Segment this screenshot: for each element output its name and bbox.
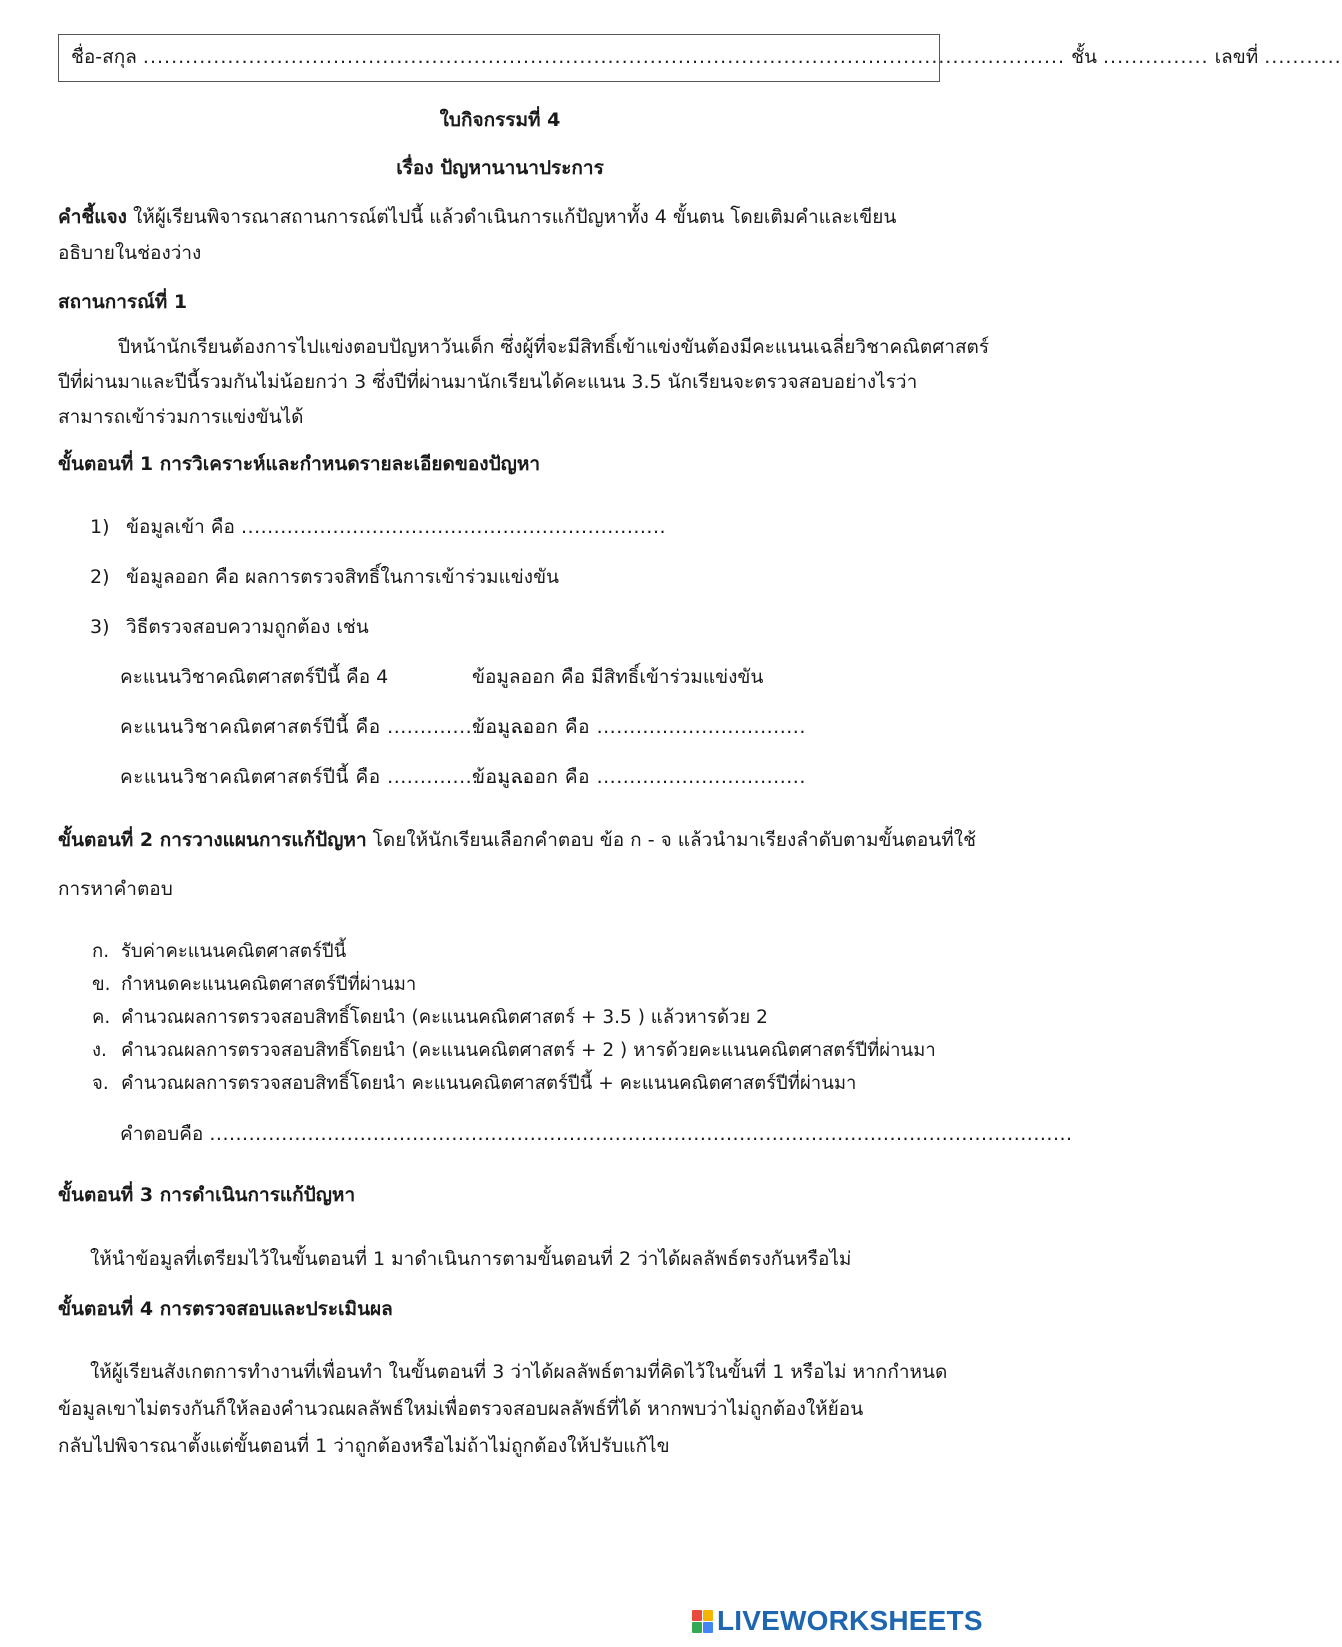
choice-item xyxy=(92,1072,856,1097)
liveworksheets-logo-icon xyxy=(692,1610,713,1633)
step2-heading: ขั้นตอนที่ 2 การวางแผนการแก้ปัญหา xyxy=(58,829,367,851)
step4-heading: ขั้นตอนที่ 4 การตรวจสอบและประเมินผล xyxy=(58,1298,393,1320)
step1-item-2 xyxy=(90,565,559,591)
item-number: 3) xyxy=(90,616,110,638)
step1-heading: ขั้นตอนที่ 1 การวิเคราะห์และกำหนดรายละเอียดของปัญหา xyxy=(58,453,541,475)
choice-text: กำหนดคะแนนคณิตศาสตร์ปีที่ผ่านมา xyxy=(121,974,417,995)
situation-heading: สถานการณ์ที่ 1 xyxy=(58,291,188,313)
class-blank[interactable]: ............... xyxy=(1102,46,1209,69)
situation-line2: ปีที่ผ่านมาและปีนี้รวมกันไม่น้อยกว่า 3 ซึ่งปีที่ผ่านมานักเรียนได้คะแนน 3.5 นักเรียนจะตรวจสอบอย่างไรว่า xyxy=(58,371,918,393)
name-label: ชื่อ-สกุล xyxy=(71,46,137,69)
step1-item-3 xyxy=(90,615,369,641)
instructions-text: ให้ผู้เรียนพิจารณาสถานการณ์ต่ไปนี้ แล้วดำเนินการแก้ปัญหาทั้ง 4 ขั้นตน โดยเติมคำและเขียน xyxy=(132,206,897,228)
item-number: 2) xyxy=(90,566,110,588)
input-data-blank[interactable]: ................................................................. xyxy=(240,516,667,538)
instructions-line2: อธิบายในช่องว่าง xyxy=(58,242,202,264)
worksheet-title: ใบกิจกรรมที่ 4 xyxy=(439,109,561,131)
choice-letter: ข. xyxy=(92,974,111,995)
choice-text: รับค่าคะแนนคณิตศาสตร์ปีนี้ xyxy=(121,941,347,962)
item-number: 1) xyxy=(90,516,110,538)
example-2-left[interactable]: คะแนนวิชาคณิตศาสตร์ปีนี้ คือ ...................... xyxy=(120,716,532,738)
situation-line1: ปีหน้านักเรียนต้องการไปแข่งตอบปัญหาวันเด็ก ซึ่งผู้ที่จะมีสิทธิ์เข้าแข่งขันต้องมีคะแนนเฉลี่ยวิชาคณิตศาสตร์ xyxy=(118,336,990,358)
choice-text: คำนวณผลการตรวจสอบสิทธิ์โดยนำ คะแนนคณิตศาสตร์ปีนี้ + คะแนนคณิตศาสตร์ปีที่ผ่านมา xyxy=(121,1073,857,1094)
example-1-right: ข้อมูลออก คือ มีสิทธิ์เข้าร่วมแข่งขัน xyxy=(472,666,764,688)
choice-item xyxy=(92,973,416,998)
logo-block-green xyxy=(692,1622,702,1633)
item-text: ข้อมูลเข้า คือ xyxy=(126,516,235,538)
step2-line1 xyxy=(58,828,976,854)
step3-text: ให้นำข้อมูลที่เตรียมไว้ในขั้นตอนที่ 1 มาดำเนินการตามขั้นตอนที่ 2 ว่าได้ผลลัพธ์ตรงกันหรือไม่ xyxy=(90,1248,852,1270)
answer-line xyxy=(120,1122,1073,1148)
choice-letter: ง. xyxy=(92,1040,107,1061)
answer-blank[interactable]: .................................................................................................................................... xyxy=(209,1123,1073,1145)
example-1-left: คะแนนวิชาคณิตศาสตร์ปีนี้ คือ 4 xyxy=(120,666,389,688)
step1-item-1 xyxy=(90,515,666,541)
item-text: ข้อมูลออก คือ ผลการตรวจสิทธิ์ในการเข้าร่วมแข่งขัน xyxy=(126,566,560,588)
name-blank[interactable]: ................................................................................................................................... xyxy=(142,46,1066,69)
number-label: เลขที่ xyxy=(1214,46,1259,69)
step3-heading: ขั้นตอนที่ 3 การดำเนินการแก้ปัญหา xyxy=(58,1184,356,1206)
choice-item xyxy=(92,1006,768,1031)
step4-line2: ข้อมูลเขาไม่ตรงกันก็ให้ลองคำนวณผลลัพธ์ใหม่เพื่อตรวจสอบผลลัพธ์ที่ได้ หากพบว่าไม่ถูกต้องให้ย้อน xyxy=(58,1398,864,1420)
situation-line3: สามารถเข้าร่วมการแข่งขันได้ xyxy=(58,406,304,428)
item-text: วิธีตรวจสอบความถูกต้อง เช่น xyxy=(126,616,369,638)
logo-block-yellow xyxy=(703,1610,713,1621)
example-2-right[interactable]: ข้อมูลออก คือ ................................ xyxy=(472,716,806,738)
choice-text: คำนวณผลการตรวจสอบสิทธิ์โดยนำ (คะแนนคณิตศาสตร์ + 3.5 ) แล้วหารด้วย 2 xyxy=(121,1007,768,1028)
answer-label: คำตอบคือ xyxy=(120,1123,204,1145)
choice-text: คำนวณผลการตรวจสอบสิทธิ์โดยนำ (คะแนนคณิตศาสตร์ + 2 ) หารด้วยคะแนนคณิตศาสตร์ปีที่ผ่านมา xyxy=(121,1040,936,1061)
choice-item xyxy=(92,1039,936,1064)
choice-letter: ก. xyxy=(92,941,110,962)
instructions-label: คำชี้แจง xyxy=(58,206,127,228)
step2-instruction: โดยให้นักเรียนเลือกคำตอบ ข้อ ก - จ แล้วนำมาเรียงลำดับตามขั้นตอนที่ใช้ xyxy=(372,829,976,851)
example-3-left[interactable]: คะแนนวิชาคณิตศาสตร์ปีนี้ คือ ...................... xyxy=(120,766,532,788)
choice-letter: จ. xyxy=(92,1073,109,1094)
choice-item xyxy=(92,940,346,965)
logo-block-red xyxy=(692,1610,702,1621)
liveworksheets-logo xyxy=(692,1604,983,1638)
number-blank[interactable]: ........... xyxy=(1264,46,1342,69)
logo-block-blue xyxy=(703,1622,713,1633)
step4-line1: ให้ผู้เรียนสังเกตการทำงานที่เพื่อนทำ ในขั้นตอนที่ 3 ว่าได้ผลลัพธ์ตามที่คิดไว้ในขั้นที่ 1 หรือไม่ หากกำหนด xyxy=(90,1361,948,1383)
liveworksheets-logo-text: LIVEWORKSHEETS xyxy=(717,1605,983,1637)
choice-letter: ค. xyxy=(92,1007,111,1028)
instructions-line1 xyxy=(58,205,896,231)
step4-line3: กลับไปพิจารณาตั้งแต่ขั้นตอนที่ 1 ว่าถูกต้องหรือไม่ถ้าไม่ถูกต้องให้ปรับแก้ไข xyxy=(58,1435,670,1457)
step2-line2: การหาคำตอบ xyxy=(58,878,173,900)
class-label: ชั้น xyxy=(1071,46,1097,69)
example-3-right[interactable]: ข้อมูลออก คือ ................................ xyxy=(472,766,806,788)
student-info-box xyxy=(58,34,1342,82)
worksheet-subtitle: เรื่อง ปัญหานานาประการ xyxy=(396,157,604,179)
